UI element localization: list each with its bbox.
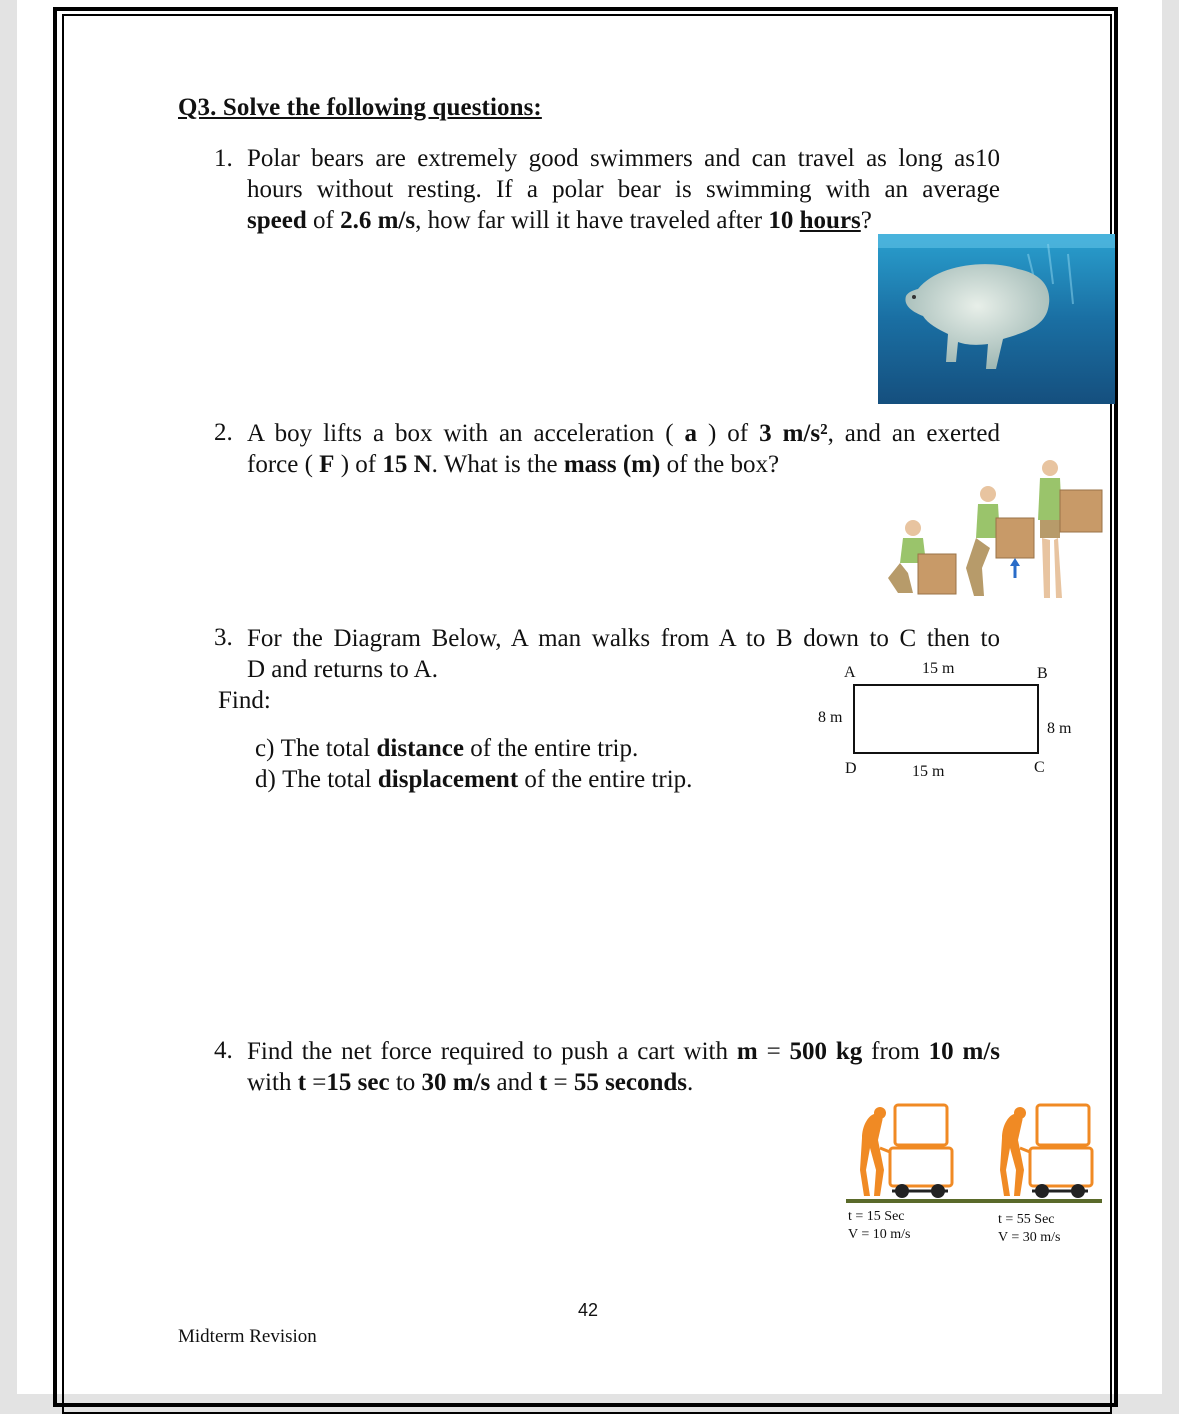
path-rectangle [853,684,1039,754]
point-d-label: D [845,760,857,777]
cart-1-time: t = 15 Sec [848,1209,905,1224]
question-text-line: For the Diagram Below, A man walks from A to B down to C then to [247,625,1000,652]
cart-2-labels [998,1211,1060,1247]
find-label: Find: [218,687,271,714]
question-text-line: force ( F ) of 15 N. What is the mass (m) of the box? [247,451,780,478]
question-number: 4. [214,1037,233,1064]
footer-text: Midterm Revision [178,1326,317,1347]
question-text-line: Find the net force required to push a cart with m = 500 kg from 10 m/s [247,1038,1001,1065]
cart-1-labels [848,1208,910,1244]
sub-question-d: d) The total displacement of the entire trip. [255,766,693,793]
question-text-line: A boy lifts a box with an acceleration ( a ) of 3 m/s², and an exerted [247,420,1000,447]
page-number: 42 [578,1300,599,1320]
sub-question-c: c) The total distance of the entire trip. [255,735,639,762]
cart-1-velocity: V = 10 m/s [848,1227,911,1242]
question-number: 1. [214,145,233,172]
question-text-line: D and returns to A. [247,656,438,683]
top-length-label: 15 m [922,660,955,677]
point-c-label: C [1034,759,1045,776]
cart-illustration [840,1100,1108,1250]
path-diagram [812,655,1082,785]
question-text-line: hours without resting. If a polar bear is swimming with an average [247,176,1000,203]
bottom-length-label: 15 m [912,763,945,780]
question-text-line: Polar bears are extremely good swimmers and can travel as long as10 [247,145,1000,172]
right-length-label: 8 m [1047,720,1072,737]
left-length-label: 8 m [818,709,843,726]
cart-1 [860,1105,952,1198]
point-b-label: B [1037,665,1048,682]
point-a-label: A [844,664,856,681]
polar-bear-image [878,234,1115,404]
boy-lifting-box-illustration [878,458,1106,606]
section-title: Q3. Solve the following questions: [178,94,542,121]
cart-2-velocity: V = 30 m/s [998,1230,1061,1245]
question-number: 2. [214,419,233,446]
cart-2-time: t = 55 Sec [998,1212,1055,1227]
question-text-line: speed of 2.6 m/s, how far will it have traveled after 10 hours? [247,207,872,234]
question-text-line: with t =15 sec to 30 m/s and t = 55 seconds. [247,1069,694,1096]
question-number: 3. [214,624,233,651]
cart-2 [1000,1105,1092,1198]
